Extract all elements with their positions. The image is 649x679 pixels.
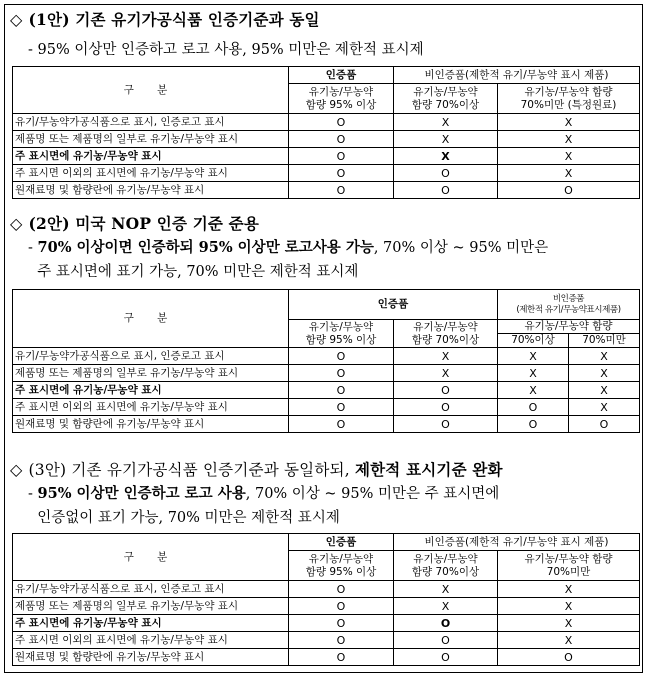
mark-cell: O — [289, 165, 394, 182]
mark-cell: O — [498, 399, 569, 416]
table-row — [13, 416, 640, 433]
table-row — [13, 348, 640, 365]
mark-cell: O — [289, 114, 394, 131]
table-row — [13, 182, 640, 199]
mark-cell: X — [498, 382, 569, 399]
section-2-desc-line2 — [28, 260, 358, 284]
mark-cell: O — [394, 182, 498, 199]
mark-cell: O — [289, 348, 394, 365]
row-label: 주 표시면 이외의 표시면에 유기농/무농약 표시 — [13, 632, 289, 649]
text-run: - — [28, 240, 38, 256]
section-3-desc-line1 — [28, 482, 499, 506]
header-noncert: 비인증품(제한적 유기/무농약 표시 제품) — [394, 534, 640, 551]
text-run: 인증없이 표기 가능, 70% 미만은 제한적 표시제 — [28, 510, 340, 526]
mark-cell: X — [394, 348, 498, 365]
mark-cell: X — [394, 598, 498, 615]
mark-cell: O — [498, 649, 640, 666]
header-noncert: 비인증품(제한적 유기/무농약 표시 제품) — [394, 67, 640, 84]
text-run: , 70% 이상 ~ 95% 미만은 주 표시면에 — [245, 486, 500, 502]
table-row — [13, 131, 640, 148]
row-label: 제품명 또는 제품명의 일부로 유기농/무농약 표시 — [13, 365, 289, 382]
mark-cell: X — [498, 598, 640, 615]
col-header-noncert-70-above: 70%이상 — [498, 334, 569, 348]
section-2-desc-line1 — [28, 236, 548, 260]
row-label: 유기/무농약가공식품으로 표시, 인증로고 표시 — [13, 348, 289, 365]
row-label: 제품명 또는 제품명의 일부로 유기농/무농약 표시 — [13, 598, 289, 615]
column-header: 유기농/무농약 함량 70%이상 — [394, 84, 498, 114]
header-cert: 인증품 — [289, 290, 498, 320]
mark-cell: O — [394, 382, 498, 399]
table-plan-3 — [12, 533, 640, 666]
mark-cell: O — [498, 416, 569, 433]
mark-cell: X — [498, 581, 640, 598]
diamond-bullet-icon: ◇ — [10, 460, 23, 479]
table-row — [13, 598, 640, 615]
text-run: 제한적 표시기준 완화 — [354, 460, 503, 479]
table-plan-2 — [12, 289, 640, 433]
mark-cell: X — [498, 131, 640, 148]
mark-cell: O — [394, 416, 498, 433]
row-label: 제품명 또는 제품명의 일부로 유기농/무농약 표시 — [13, 131, 289, 148]
mark-cell: O — [289, 182, 394, 199]
section-2-title: ◇ (2안) 미국 NOP 인증 기준 준용 — [10, 214, 260, 233]
section-3-title — [10, 458, 503, 480]
table-row — [13, 649, 640, 666]
col-header-95: 유기농/무농약 함량 95% 이상 — [289, 320, 394, 348]
text-run: 주 표시면에 표기 가능, 70% 미만은 제한적 표시제 — [28, 264, 359, 280]
table-row — [13, 399, 640, 416]
mark-cell: O — [394, 615, 498, 632]
mark-cell: X — [569, 365, 640, 382]
row-label: 원재료명 및 함량란에 유기농/무농약 표시 — [13, 649, 289, 666]
mark-cell: X — [498, 348, 569, 365]
row-label: 원재료명 및 함량란에 유기농/무농약 표시 — [13, 182, 289, 199]
mark-cell: X — [569, 348, 640, 365]
mark-cell: X — [498, 365, 569, 382]
table-row — [13, 382, 640, 399]
text-run: 95% 이상만 인증하고 로고 사용 — [37, 485, 246, 502]
section-3-desc-line2 — [28, 506, 340, 530]
mark-cell: X — [394, 581, 498, 598]
table-row — [13, 581, 640, 598]
mark-cell: X — [394, 365, 498, 382]
text-run: (3안) 기존 유기가공식품 인증기준과 동일하되, — [28, 461, 355, 479]
row-label: 유기/무농약가공식품으로 표시, 인증로고 표시 — [13, 581, 289, 598]
mark-cell: X — [498, 165, 640, 182]
mark-cell: O — [289, 399, 394, 416]
mark-cell: O — [394, 399, 498, 416]
header-noncert: 비인증품 (제한적 유기/무농약표시제품) — [498, 290, 640, 320]
table-row — [13, 632, 640, 649]
mark-cell: X — [394, 131, 498, 148]
col-header-70: 유기농/무농약 함량 70%이상 — [394, 320, 498, 348]
mark-cell: O — [289, 382, 394, 399]
table-row — [13, 165, 640, 182]
mark-cell: X — [569, 399, 640, 416]
text-run: , 70% 이상 ~ 95% 미만은 — [373, 240, 549, 256]
mark-cell: O — [394, 632, 498, 649]
mark-cell: O — [289, 131, 394, 148]
mark-cell: O — [394, 649, 498, 666]
header-cert: 인증품 — [289, 67, 394, 84]
table-row — [13, 114, 640, 131]
column-header: 유기농/무농약 함량 70%미만 (특정원료) — [498, 84, 640, 114]
mark-cell: X — [498, 615, 640, 632]
mark-cell: O — [289, 632, 394, 649]
header-gubun: 구 분 — [13, 290, 289, 348]
table-row — [13, 148, 640, 165]
mark-cell: O — [569, 416, 640, 433]
header-gubun: 구 분 — [13, 534, 289, 581]
mark-cell: O — [289, 365, 394, 382]
mark-cell: O — [289, 615, 394, 632]
mark-cell: X — [498, 114, 640, 131]
mark-cell: X — [498, 148, 640, 165]
section-1-desc — [28, 38, 424, 62]
row-label: 주 표시면 이외의 표시면에 유기농/무농약 표시 — [13, 399, 289, 416]
row-label: 원재료명 및 함량란에 유기농/무농약 표시 — [13, 416, 289, 433]
header-noncert-sub: 유기농/무농약 함량 — [498, 320, 640, 334]
diamond-bullet-icon: ◇ — [10, 214, 23, 233]
header-gubun: 구 분 — [13, 67, 289, 114]
mark-cell: X — [498, 632, 640, 649]
table-plan-1 — [12, 66, 640, 199]
column-header: 유기농/무농약 함량 70%이상 — [394, 551, 498, 581]
mark-cell: O — [289, 581, 394, 598]
column-header: 유기농/무농약 함량 95% 이상 — [289, 84, 394, 114]
mark-cell: O — [289, 598, 394, 615]
mark-cell: X — [394, 148, 498, 165]
mark-cell: O — [289, 649, 394, 666]
row-label: 주 표시면에 유기농/무농약 표시 — [13, 615, 289, 632]
section-1-title: ◇ (1안) 기존 유기가공식품 인증기준과 동일 — [10, 10, 320, 29]
row-label: 주 표시면에 유기농/무농약 표시 — [13, 148, 289, 165]
text-run: - — [28, 486, 38, 502]
text-run: - 95% 이상만 인증하고 로고 사용, 95% 미만은 제한적 표시제 — [28, 42, 424, 58]
column-header: 유기농/무농약 함량 70%미만 — [498, 551, 640, 581]
mark-cell: O — [394, 165, 498, 182]
mark-cell: O — [289, 416, 394, 433]
mark-cell: O — [498, 182, 640, 199]
table-row — [13, 365, 640, 382]
mark-cell: O — [289, 148, 394, 165]
text-run: 70% 이상이면 인증하되 95% 이상만 로고사용 가능 — [37, 239, 374, 256]
table-row — [13, 615, 640, 632]
row-label: 주 표시면 이외의 표시면에 유기농/무농약 표시 — [13, 165, 289, 182]
mark-cell: X — [394, 114, 498, 131]
header-cert: 인증품 — [289, 534, 394, 551]
row-label: 주 표시면에 유기농/무농약 표시 — [13, 382, 289, 399]
diamond-bullet-icon: ◇ — [10, 10, 23, 29]
col-header-noncert-70-below: 70%미만 — [569, 334, 640, 348]
row-label: 유기/무농약가공식품으로 표시, 인증로고 표시 — [13, 114, 289, 131]
mark-cell: X — [569, 382, 640, 399]
column-header: 유기농/무농약 함량 95% 이상 — [289, 551, 394, 581]
